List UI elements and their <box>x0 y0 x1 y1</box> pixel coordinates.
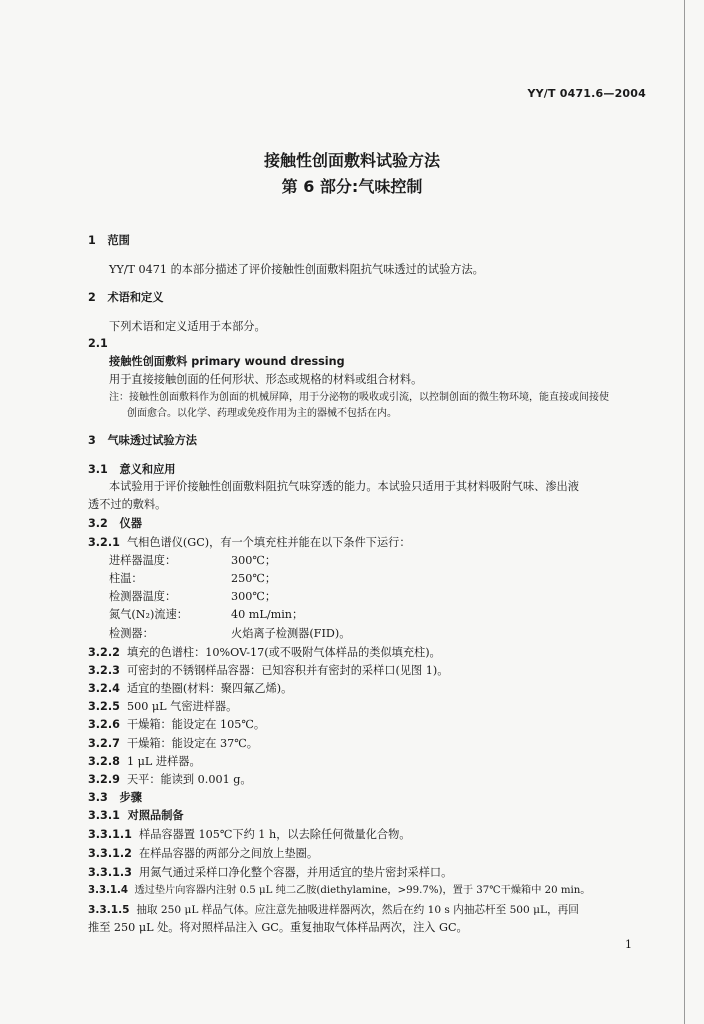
clause-number: 3.2.1 <box>88 536 120 549</box>
section-number: 1 <box>88 234 96 247</box>
section-3-1-text-2: 透不过的敷料。 <box>88 498 167 511</box>
clause-3-2-9 <box>88 773 252 787</box>
param-label: 检测器温度： <box>109 590 177 603</box>
section-2-heading <box>88 291 163 305</box>
param-label: 进样器温度： <box>109 554 177 567</box>
standard-code: YY/T 0471.6—2004 <box>527 87 646 100</box>
clause-3-3-1-3 <box>88 866 452 880</box>
clause-3-2-6 <box>88 718 265 732</box>
note-line-1: 注：接触性创面敷料作为创面的机械屏障，用于分泌物的吸收或引流，以控制创面的微生物环境，能直接或间接使 <box>109 392 609 403</box>
clause-3-3-1-1 <box>88 828 410 842</box>
document-subtitle: 第 6 部分:气味控制 <box>281 177 423 196</box>
term-definition: 用于直接接触创面的任何形状、形态或规格的材料或组合材料。 <box>109 373 423 386</box>
section-3-3-1-heading <box>88 809 184 823</box>
clause-3-2-5 <box>88 700 237 714</box>
clause-number: 3.3.1.2 <box>88 847 132 860</box>
clause-text: 透过垫片向容器内注射 0.5 μL 纯二乙胺(diethylamine，>99.7%)，置于 37℃干燥箱中 20 min。 <box>134 885 591 896</box>
clause-3-2-2 <box>88 646 441 660</box>
clause-3-2-4 <box>88 682 292 696</box>
section-title: 意义和应用 <box>119 463 176 476</box>
section-3-heading <box>88 434 197 448</box>
section-3-2-heading <box>88 517 142 531</box>
clause-text: 可密封的不锈钢样品容器：已知容积并有密封的采样口(见图 1)。 <box>126 664 449 677</box>
section-3-1-text-1: 本试验用于评价接触性创面敷料阻抗气味穿透的能力。本试验只适用于其材料吸附气味、渗出液 <box>109 480 579 493</box>
clause-number: 3.2.5 <box>88 700 120 713</box>
clause-number: 3.2.8 <box>88 755 120 768</box>
clause-3-2-8 <box>88 755 201 769</box>
param-value: 火焰离子检测器(FID)。 <box>231 627 351 640</box>
term-entry: 接触性创面敷料 primary wound dressing <box>109 355 345 368</box>
section-title: 术语和定义 <box>107 291 164 304</box>
clause-number: 3.3.1.1 <box>88 828 132 841</box>
section-3-3-heading <box>88 791 142 805</box>
param-value: 40 mL/min； <box>231 608 304 621</box>
clause-text: 1 μL 进样器。 <box>126 755 201 768</box>
clause-number: 3.2.6 <box>88 718 120 731</box>
clause-number: 3.2.4 <box>88 682 120 695</box>
section-3-1-heading <box>88 463 175 477</box>
clause-number: 3.2.3 <box>88 664 120 677</box>
section-number: 3 <box>88 434 96 447</box>
clause-number: 3.2.2 <box>88 646 120 659</box>
clause-text: 填充的色谱柱：10%OV-17(或不吸附气体样品的类似填充柱)。 <box>126 646 441 659</box>
clause-3-3-1-2 <box>88 847 318 861</box>
section-1-heading <box>88 234 130 248</box>
param-label: 检测器： <box>109 627 154 640</box>
clause-text: 天平：能读到 0.001 g。 <box>126 773 252 786</box>
clause-text: 适宜的垫圈(材料：聚四氟乙烯)。 <box>126 682 293 695</box>
section-title: 步骤 <box>119 791 142 804</box>
clause-text: 干燥箱：能设定在 105℃。 <box>126 718 266 731</box>
clause-text: 用氮气通过采样口净化整个容器，并用适宜的垫片密封采样口。 <box>139 866 453 879</box>
section-1-text: YY/T 0471 的本部分描述了评价接触性创面敷料阻抗气味透过的试验方法。 <box>109 263 484 276</box>
section-number: 3.3 <box>88 791 108 804</box>
param-value: 300℃； <box>231 554 277 567</box>
clause-number: 3.2.9 <box>88 773 120 786</box>
clause-3-2-7 <box>88 737 258 751</box>
clause-text: 气相色谱仪(GC)，有一个填充柱并能在以下条件下运行： <box>126 536 411 549</box>
clause-3-3-1-5-continued: 推至 250 μL 处。将对照样品注入 GC。重复抽取气体样品两次，注入 GC。 <box>88 921 468 934</box>
section-number: 3.2 <box>88 517 108 530</box>
section-number: 3.3.1 <box>88 809 120 822</box>
section-title: 对照品制备 <box>127 809 184 822</box>
clause-text: 干燥箱：能设定在 37℃。 <box>126 737 258 750</box>
clause-text: 在样品容器的两部分之间放上垫圈。 <box>139 847 319 860</box>
clause-number: 3.3.1.4 <box>88 885 128 896</box>
clause-text: 样品容器置 105℃下约 1 h，以去除任何微量化合物。 <box>139 828 411 841</box>
param-value: 250℃； <box>231 572 277 585</box>
clause-number: 3.3.1.3 <box>88 866 132 879</box>
clause-text: 500 μL 气密进样器。 <box>126 700 238 713</box>
section-number: 3.1 <box>88 463 108 476</box>
clause-number: 3.2.7 <box>88 737 120 750</box>
param-value: 300℃； <box>231 590 277 603</box>
clause-3-3-1-5 <box>88 903 579 917</box>
clause-3-2-3 <box>88 664 448 678</box>
clause-text: 抽取 250 μL 样品气体。应注意先抽吸进样器两次，然后在约 10 s 内抽芯杆至 500 μL，再回 <box>136 904 579 916</box>
section-2-text: 下列术语和定义适用于本部分。 <box>109 320 266 333</box>
section-title: 仪器 <box>119 517 142 530</box>
note-line-2: 创面愈合。以化学、药理或免疫作用为主的器械不包括在内。 <box>127 408 397 419</box>
param-label: 氮气(N₂)流速： <box>109 608 188 621</box>
document-title: 接触性创面敷料试验方法 <box>263 151 440 170</box>
section-2-1-number: 2.1 <box>88 337 108 350</box>
clause-3-3-1-4 <box>88 884 591 898</box>
section-title: 气味透过试验方法 <box>107 434 197 447</box>
section-title: 范围 <box>107 234 130 247</box>
clause-number: 3.3.1.5 <box>88 904 130 916</box>
page-number: 1 <box>625 938 632 951</box>
param-label: 柱温： <box>109 572 143 585</box>
section-number: 2 <box>88 291 96 304</box>
clause-3-2-1 <box>88 536 411 550</box>
